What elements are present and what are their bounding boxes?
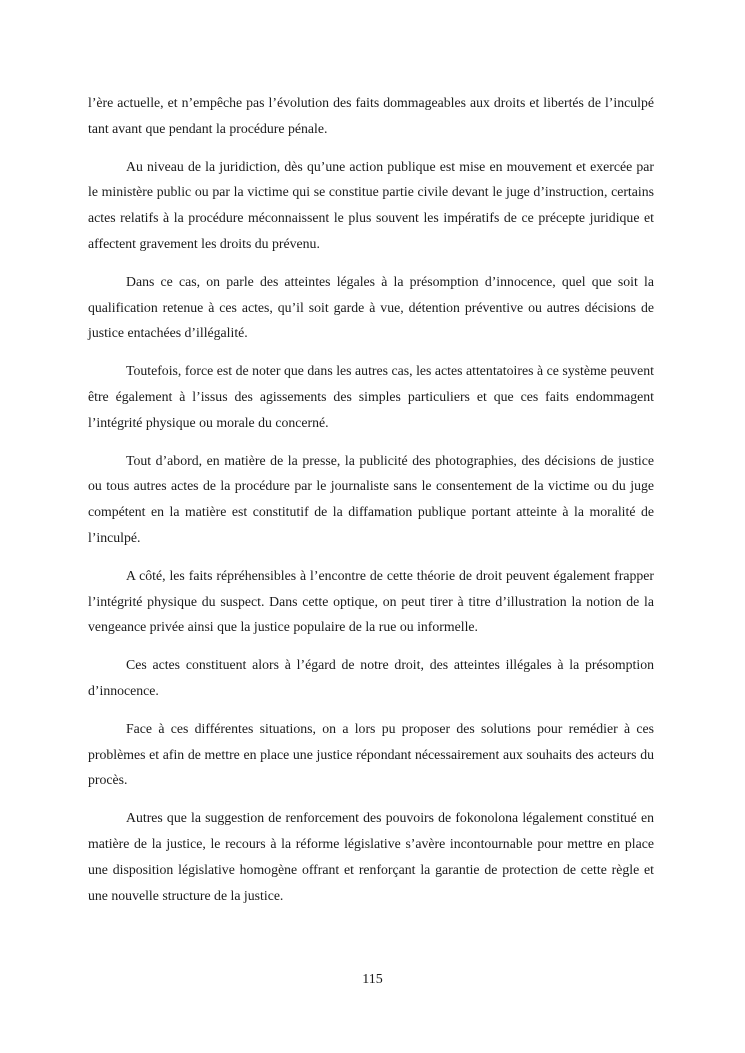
paragraph-2: Au niveau de la juridiction, dès qu’une action publique est mise en mouvement et exercée par le ministère public ou par la victime qui se constitue partie civile devant le juge d’instruction, certains actes relatifs à la procédure méconnaissent le plus souvent les impératifs de ce précepte juridique et affectent gravement les droits du prévenu. bbox=[88, 158, 654, 251]
paragraph-8: Face à ces différentes situations, on a lors pu proposer des solutions pour remédier à ces problèmes et afin de mettre en place une justice répondant nécessairement aux souhaits des acteurs du procès. bbox=[88, 720, 654, 788]
paragraph-9: Autres que la suggestion de renforcement des pouvoirs de fokonolona légalement constitué en matière de la justice, le recours à la réforme législative s’avère incontournable pour mettre en place une disposition législative homogène offrant et renforçant la garantie de protection de cette règle et une nouvelle structure de la justice. bbox=[88, 810, 654, 903]
paragraph-3: Dans ce cas, on parle des atteintes légales à la présomption d’innocence, quel que soit la qualification retenue à ces actes, qu’il soit garde à vue, détention préventive ou autres décisions de justice entachées d’illégalité. bbox=[88, 273, 654, 341]
page-number: 115 bbox=[362, 972, 383, 987]
body-text bbox=[88, 90, 654, 920]
paragraph-6: A côté, les faits répréhensibles à l’encontre de cette théorie de droit peuvent également frapper l’intégrité physique du suspect. Dans cette optique, on peut tirer à titre d’illustration la notion de la vengeance privée ainsi que la justice populaire de la rue ou informelle. bbox=[88, 567, 654, 635]
paragraph-1: l’ère actuelle, et n’empêche pas l’évolution des faits dommageables aux droits et libertés de l’inculpé tant avant que pendant la procédure pénale. bbox=[88, 95, 654, 136]
paragraph-4: Toutefois, force est de noter que dans les autres cas, les actes attentatoires à ce système peuvent être également à l’issus des agissements des simples particuliers et que ces faits endommagent l’intégrité physique ou morale du concerné. bbox=[88, 363, 654, 430]
paragraph-7: Ces actes constituent alors à l’égard de notre droit, des atteintes illégales à la présomption d’innocence. bbox=[88, 657, 654, 698]
paragraph-5: Tout d’abord, en matière de la presse, la publicité des photographies, des décisions de justice ou tous autres actes de la procédure par le journaliste sans le consentement de la victime ou du juge compétent en la matière est constitutif de la diffamation publique portant atteinte à la moralité de l’inculpé. bbox=[88, 452, 654, 545]
